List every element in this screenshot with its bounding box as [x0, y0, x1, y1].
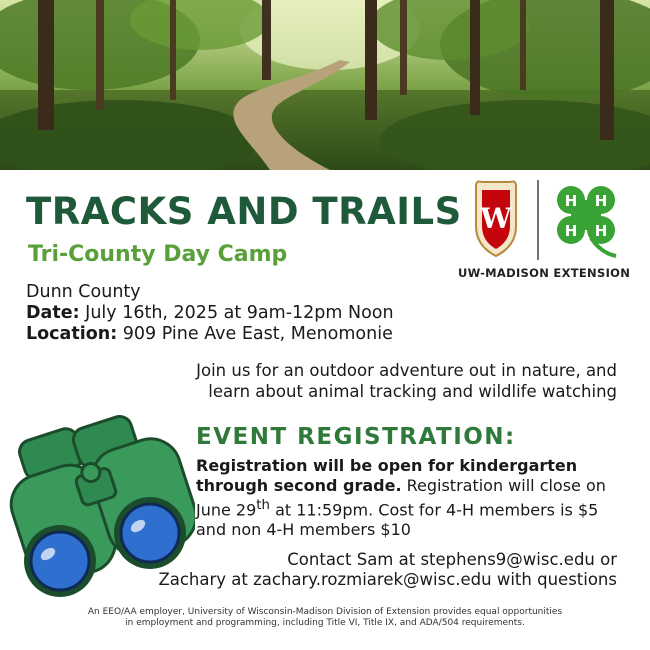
- intro-line-2: learn about animal tracking and wildlife watching: [208, 382, 617, 401]
- uw-letter: W: [480, 202, 512, 235]
- uw-crest-icon: [476, 182, 516, 257]
- event-title: TRACKS AND TRAILS: [26, 190, 462, 233]
- registration-bold-text: Registration will be open for kindergarten through second grade.: [196, 456, 578, 495]
- footer-line-2: in employment and programming, including Title VI, Title IX, and ADA/504 requirements.: [125, 618, 525, 628]
- location-value: 909 Pine Ave East, Menomonie: [122, 324, 393, 344]
- four-h-clover-icon: [557, 186, 616, 256]
- registration-superscript: th: [256, 498, 270, 513]
- date-label: Date:: [26, 303, 80, 323]
- registration-heading: EVENT REGISTRATION:: [196, 424, 516, 450]
- contact-info: [57, 550, 617, 590]
- event-subtitle: Tri-County Day Camp: [28, 242, 288, 267]
- contact-line-2: Zachary at zachary.rozmiarek@wisc.edu with questions: [158, 570, 617, 589]
- registration-body: [196, 456, 626, 540]
- county-line: Dunn County: [26, 282, 141, 302]
- event-intro: [97, 360, 617, 402]
- event-details: [26, 282, 394, 345]
- date-line: [26, 303, 394, 324]
- svg-text:H: H: [564, 192, 578, 210]
- svg-text:H: H: [564, 222, 578, 240]
- date-value: July 16th, 2025 at 9am-12pm Noon: [85, 303, 394, 323]
- footer-disclaimer: [0, 607, 650, 629]
- contact-line-1: Contact Sam at stephens9@wisc.edu or: [287, 550, 617, 569]
- registration-text-part2: at 11:59pm. Cost for 4-H members is $5 and non 4-H members $10: [196, 500, 599, 540]
- intro-line-1: Join us for an outdoor adventure out in nature, and: [196, 361, 617, 380]
- registration-text-part1: Registration will close on June 29: [196, 476, 606, 520]
- location-label: Location:: [26, 324, 118, 344]
- extension-label: UW-MADISON EXTENSION: [458, 266, 631, 280]
- location-line: [26, 324, 394, 345]
- svg-text:H: H: [594, 192, 608, 210]
- svg-text:H: H: [594, 222, 608, 240]
- hero-forest-trail-image: [0, 0, 650, 170]
- footer-line-1: An EEO/AA employer, University of Wisconsin-Madison Division of Extension provides equal opportunities: [87, 607, 563, 617]
